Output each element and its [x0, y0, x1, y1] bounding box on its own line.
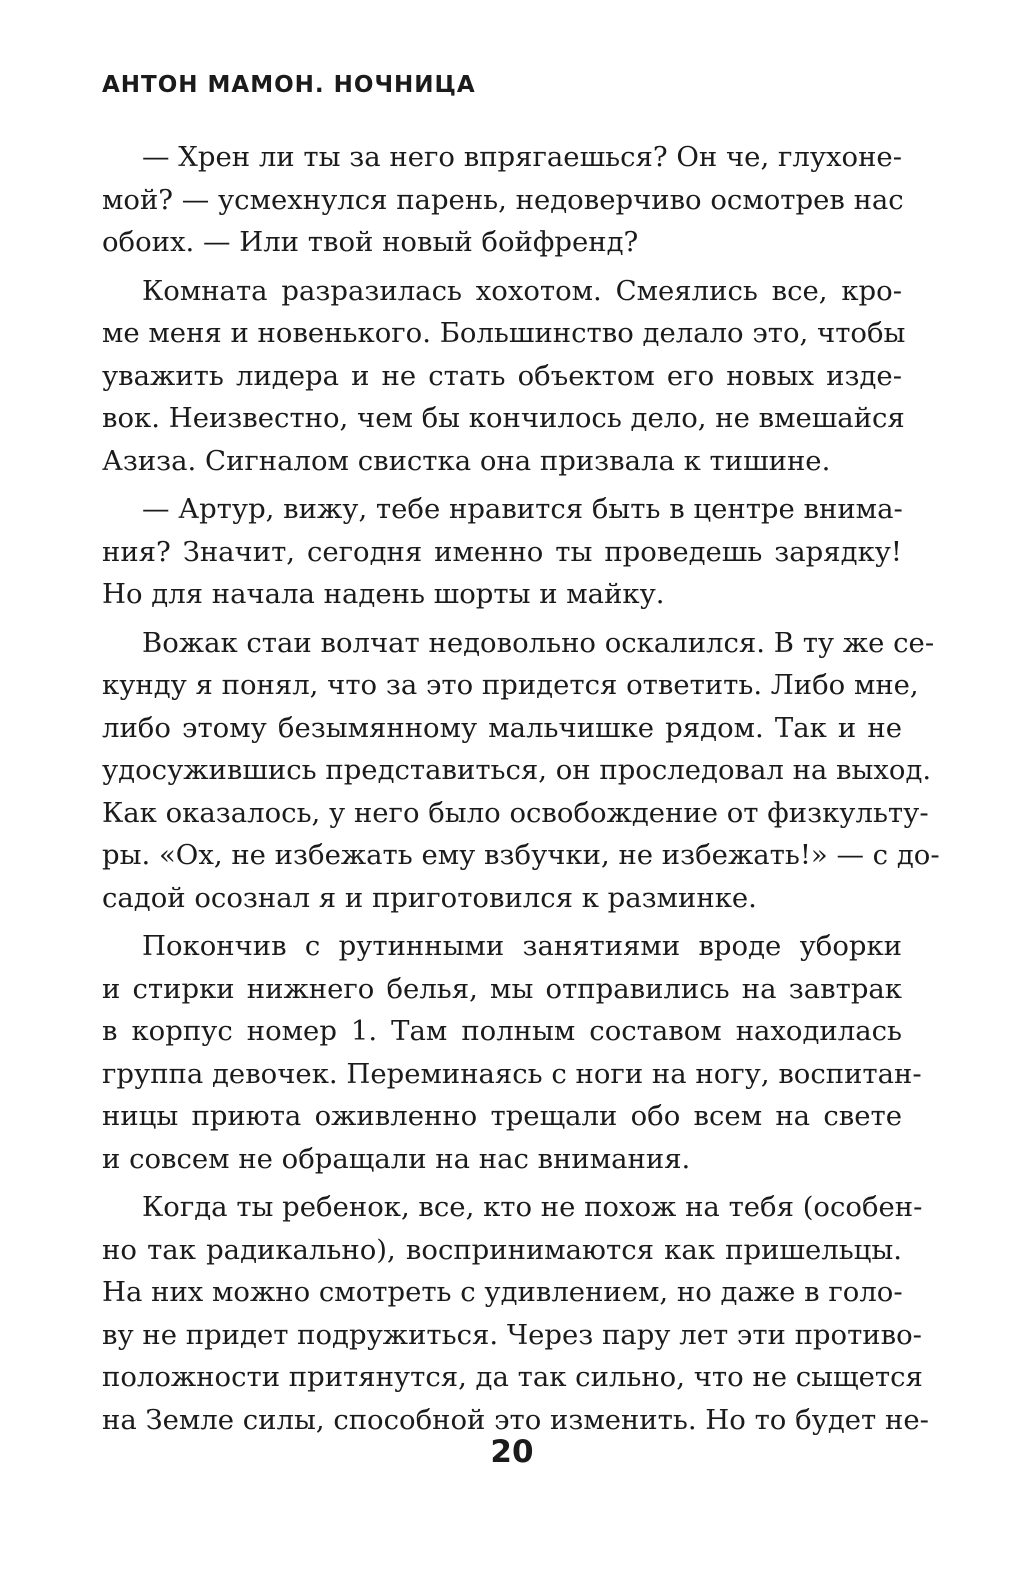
text-line: группа девочек. Переминаясь с ноги на ногу, воспитан- [102, 1057, 922, 1090]
text-line: обоих. — Или твой новый бойфренд? [102, 226, 639, 258]
text-line: кунду я понял, что за это придется ответить. Либо мне, [102, 669, 919, 701]
text-line: уважить лидера и не стать объектом его новых изде- [102, 359, 902, 392]
text-line: и совсем не обращали на нас внимания. [102, 1142, 691, 1175]
text-line: вок. Неизвестно, чем бы кончилось дело, не вмешайся [102, 402, 905, 434]
text-line: Когда ты ребенок, все, кто не похож на тебя (особен- [142, 1191, 923, 1223]
paragraph [102, 622, 940, 920]
body-text [102, 136, 940, 1441]
text-line: садой осознал я и приготовился к разминке. [102, 881, 757, 914]
paragraph [102, 925, 922, 1180]
page-number: 20 [490, 1434, 534, 1470]
text-line: Комната разразилась хохотом. Смеялись все, кро- [142, 274, 902, 307]
paragraph [102, 1186, 929, 1441]
text-line: Азиза. Сигналом свистка она призвала к тишине. [102, 444, 831, 477]
text-line: На них можно смотреть с удивлением, но даже в голо- [102, 1276, 903, 1308]
paragraph [102, 488, 902, 616]
text-line: ву не придет подружиться. Через пару лет эти противо- [102, 1318, 922, 1351]
text-line: Но для начала надень шорты и майку. [102, 578, 665, 610]
text-line: — Артур, вижу, тебе нравится быть в центре внима- [142, 493, 903, 525]
text-line: ры. «Ох, не избежать ему взбучки, не избежать!» — с до- [102, 839, 940, 871]
text-line: ния? Значит, сегодня именно ты проведешь зарядку! [102, 535, 902, 568]
text-line: ницы приюта оживленно трещали обо всем на свете [102, 1100, 902, 1132]
paragraph [102, 270, 906, 483]
text-line: Вожак стаи волчат недовольно оскалился. В ту же се- [142, 626, 935, 659]
text-line: но так радикально), воспринимаются как пришельцы. [102, 1233, 902, 1266]
text-line: — Хрен ли ты за него впрягаешься? Он че, глухоне- [142, 141, 902, 173]
running-header: АНТОН МАМОН. НОЧНИЦА [102, 72, 476, 98]
text-line: и стирки нижнего белья, мы отправились на завтрак [102, 972, 902, 1005]
text-line: Покончив с рутинными занятиями вроде уборки [142, 930, 902, 962]
text-line: ме меня и новенького. Большинство делало это, чтобы [102, 317, 906, 349]
text-line: мой? — усмехнулся парень, недоверчиво осмотрев нас [102, 183, 904, 216]
text-line: либо этому безымянному мальчишке рядом. Так и не [102, 711, 902, 744]
text-line: положности притянутся, да так сильно, что не сыщется [102, 1361, 923, 1393]
text-line: в корпус номер 1. Там полным составом находилась [102, 1015, 902, 1047]
text-line: Как оказалось, у него было освобождение от физкульту- [102, 796, 929, 829]
text-line: удосужившись представиться, он проследовал на выход. [102, 754, 932, 786]
text-line: на Земле силы, способной это изменить. Но то будет не- [102, 1403, 929, 1436]
paragraph [102, 136, 902, 264]
